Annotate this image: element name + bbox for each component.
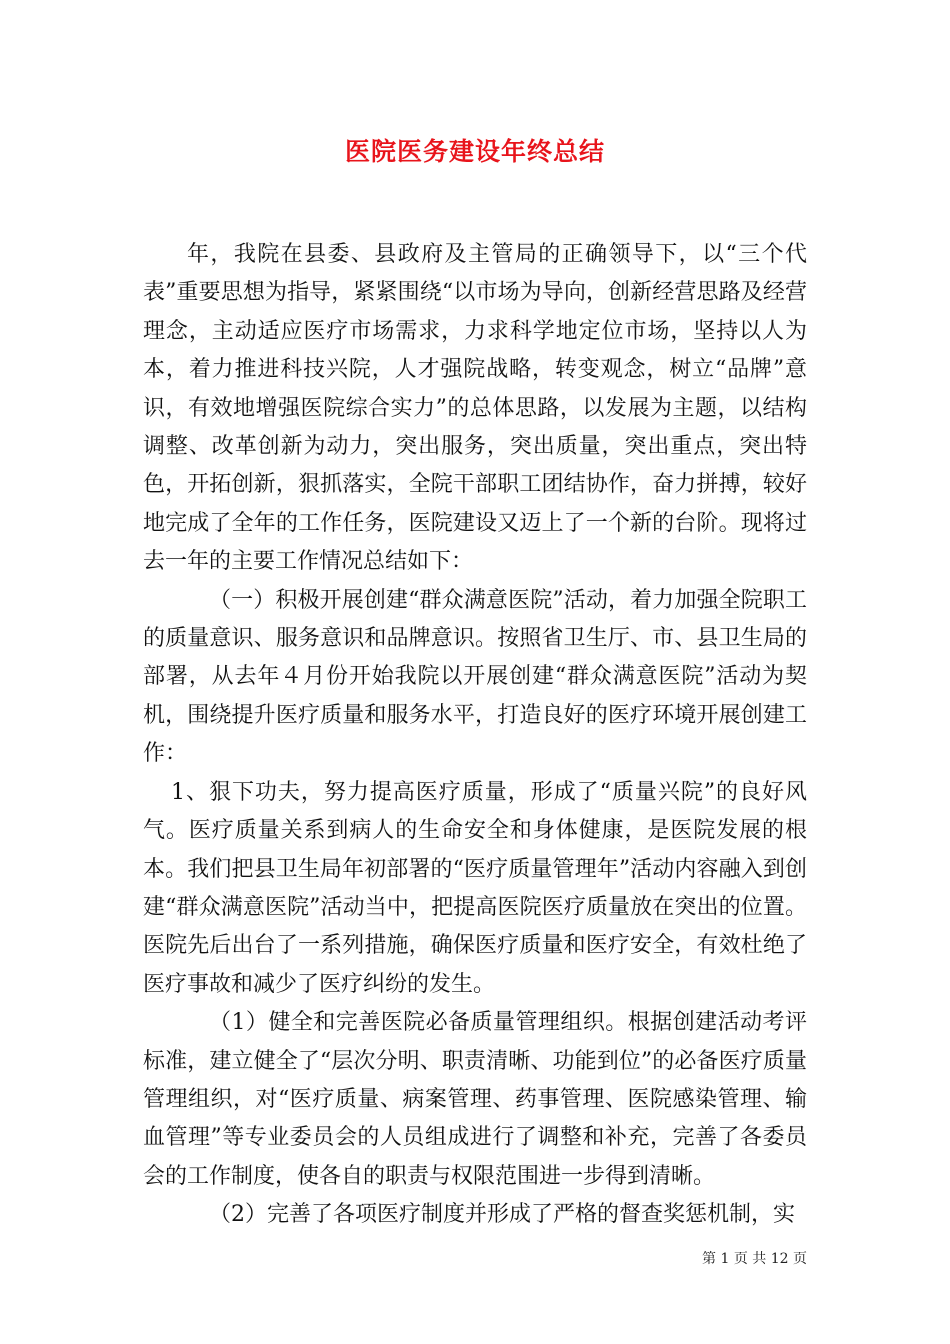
paragraph-item-1: 1、狠下功夫，努力提高医疗质量，形成了“质量兴院”的良好风气。医疗质量关系到病人的生命安全和身体健康，是医院发展的根本。我们把县卫生局年初部署的“医疗质量管理年”活动内容融入到创建“群众满意医院”活动当中，把提高医院医疗质量放在突出的位置。医院先后出台了一系列措施，确保医疗质量和医疗安全，有效杜绝了医疗事故和减少了医疗纠纷的发生。 <box>143 779 807 997</box>
paragraph-subitem-1: （1）健全和完善医院必备质量管理组织。根据创建活动考评标准，建立健全了“层次分明、职责清晰、功能到位”的必备医疗质量管理组织，对“医疗质量、病案管理、药事管理、医院感染管理、输血管理”等专业委员会的人员组成进行了调整和补充，完善了各委员会的工作制度，使各自的职责与权限范围进一步得到清晰。 <box>143 1010 807 1189</box>
page-number: 第 1 页 共 12 页 <box>702 1251 807 1267</box>
paragraph-intro: 年，我院在县委、县政府及主管局的正确领导下，以“三个代表”重要思想为指导，紧紧围绕“以市场为导向，创新经营思路及经营理念，主动适应医疗市场需求，力求科学地定位市场，坚持以人为本，着力推进科技兴院，人才强院战略，转变观念，树立“品牌”意识，有效地增强医院综合实力”的总体思路，以发展为主题，以结构调整、改革创新为动力，突出服务，突出质量，突出重点，突出特色，开拓创新，狠抓落实，全院干部职工团结协作，奋力拼搏，较好地完成了全年的工作任务，医院建设又迈上了一个新的台阶。现将过去一年的主要工作情况总结如下： <box>143 242 807 575</box>
paragraph-subitem-2: （2）完善了各项医疗制度并形成了严格的督查奖惩机制，实 <box>209 1202 795 1228</box>
document-title: 医院医务建设年终总结 <box>344 137 605 166</box>
paragraph-section-1: （一）积极开展创建“群众满意医院”活动，着力加强全院职工的质量意识、服务意识和品牌意识。按照省卫生厅、市、县卫生局的部署，从去年４月份开始我院以开展创建“群众满意医院”活动为契机，围绕提升医疗质量和服务水平，打造良好的医疗环境开展创建工作： <box>143 587 807 767</box>
document-body <box>143 236 807 1235</box>
